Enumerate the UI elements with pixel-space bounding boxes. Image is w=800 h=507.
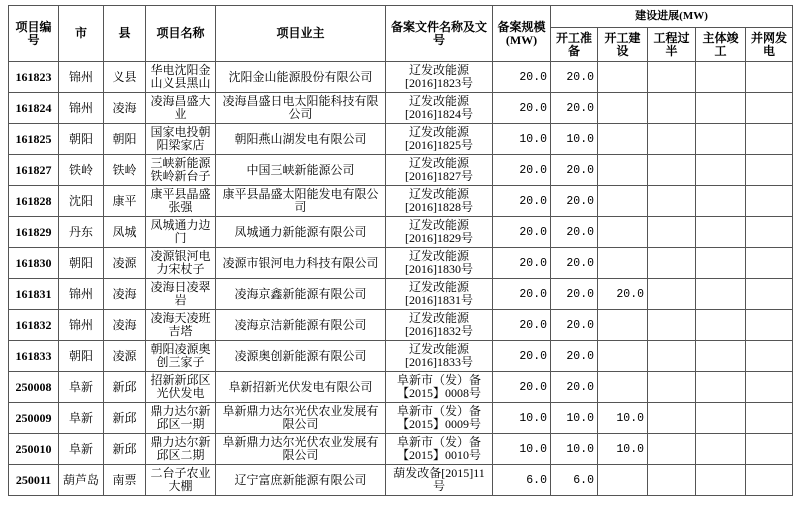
cell-county: 铁岭: [104, 155, 146, 186]
cell-progress-half-complete: [648, 155, 696, 186]
cell-progress-start-prep: 20.0: [551, 62, 598, 93]
cell-filing-doc: 阜新市（发）备【2015】0010号: [386, 434, 493, 465]
cell-project-name: 凤城通力边门: [146, 217, 216, 248]
cell-progress-main-complete: [696, 403, 746, 434]
cell-project-id: 161831: [9, 279, 59, 310]
cell-filing-doc: 辽发改能源[2016]1824号: [386, 93, 493, 124]
cell-county: 凌源: [104, 248, 146, 279]
cell-progress-start-prep: 10.0: [551, 434, 598, 465]
cell-city: 铁岭: [59, 155, 104, 186]
cell-progress-main-complete: [696, 124, 746, 155]
cell-project-owner: 凌源市银河电力科技有限公司: [216, 248, 386, 279]
cell-progress-main-complete: [696, 155, 746, 186]
cell-filing-doc: 阜新市（发）备【2015】0008号: [386, 372, 493, 403]
cell-progress-grid-connected: [746, 93, 793, 124]
cell-city: 葫芦岛: [59, 465, 104, 496]
header-stage-half-complete: 工程过半: [648, 28, 696, 62]
cell-project-name: 华电沈阳金山义县黑山: [146, 62, 216, 93]
cell-project-id: 161829: [9, 217, 59, 248]
cell-progress-main-complete: [696, 217, 746, 248]
cell-project-owner: 阜新鼎力达尔光伏农业发展有限公司: [216, 434, 386, 465]
cell-progress-start-prep: 10.0: [551, 403, 598, 434]
table-row: [9, 310, 793, 341]
cell-progress-start-prep: 20.0: [551, 93, 598, 124]
cell-county: 凤城: [104, 217, 146, 248]
cell-filing-doc: 辽发改能源[2016]1832号: [386, 310, 493, 341]
cell-progress-start-construction: [598, 186, 648, 217]
cell-city: 朝阳: [59, 124, 104, 155]
cell-filing-doc: 辽发改能源[2016]1828号: [386, 186, 493, 217]
cell-progress-half-complete: [648, 248, 696, 279]
cell-progress-start-construction: [598, 124, 648, 155]
cell-project-name: 凌海昌盛大业: [146, 93, 216, 124]
cell-project-owner: 凌海京鑫新能源有限公司: [216, 279, 386, 310]
cell-progress-start-prep: 20.0: [551, 279, 598, 310]
cell-progress-start-construction: [598, 372, 648, 403]
cell-project-name: 鼎力达尔新邱区一期: [146, 403, 216, 434]
cell-county: 朝阳: [104, 124, 146, 155]
cell-progress-grid-connected: [746, 341, 793, 372]
cell-project-owner: 康平县晶盛太阳能发电有限公司: [216, 186, 386, 217]
cell-project-owner: 阜新鼎力达尔光伏农业发展有限公司: [216, 403, 386, 434]
cell-city: 阜新: [59, 434, 104, 465]
cell-progress-start-construction: 20.0: [598, 279, 648, 310]
header-project-id: 项目编号: [9, 6, 59, 62]
table-row: [9, 341, 793, 372]
cell-progress-grid-connected: [746, 434, 793, 465]
cell-project-name: 凌源银河电力宋杖子: [146, 248, 216, 279]
cell-filed-capacity: 20.0: [493, 62, 551, 93]
cell-progress-half-complete: [648, 93, 696, 124]
cell-project-id: 161830: [9, 248, 59, 279]
cell-filed-capacity: 20.0: [493, 217, 551, 248]
cell-progress-start-prep: 10.0: [551, 124, 598, 155]
cell-filed-capacity: 20.0: [493, 186, 551, 217]
cell-filing-doc: 辽发改能源[2016]1823号: [386, 62, 493, 93]
cell-project-id: 161833: [9, 341, 59, 372]
table-row: [9, 434, 793, 465]
cell-progress-half-complete: [648, 372, 696, 403]
cell-project-owner: 凌源奥创新能源有限公司: [216, 341, 386, 372]
cell-project-owner: 凌海京洁新能源有限公司: [216, 310, 386, 341]
cell-progress-grid-connected: [746, 124, 793, 155]
table-header: [9, 6, 793, 62]
cell-filed-capacity: 20.0: [493, 372, 551, 403]
cell-progress-start-prep: 20.0: [551, 372, 598, 403]
cell-progress-start-prep: 20.0: [551, 341, 598, 372]
cell-progress-grid-connected: [746, 372, 793, 403]
cell-city: 沈阳: [59, 186, 104, 217]
table-row: [9, 124, 793, 155]
cell-city: 锦州: [59, 93, 104, 124]
table-row: [9, 372, 793, 403]
project-filing-table: [8, 5, 793, 496]
header-stage-start-construction: 开工建设: [598, 28, 648, 62]
cell-progress-start-prep: 6.0: [551, 465, 598, 496]
table-row: [9, 279, 793, 310]
cell-progress-start-prep: 20.0: [551, 217, 598, 248]
cell-progress-start-construction: 10.0: [598, 403, 648, 434]
cell-progress-start-construction: [598, 62, 648, 93]
cell-progress-grid-connected: [746, 62, 793, 93]
cell-progress-main-complete: [696, 465, 746, 496]
cell-county: 凌海: [104, 310, 146, 341]
cell-city: 阜新: [59, 372, 104, 403]
cell-progress-start-construction: [598, 465, 648, 496]
cell-project-owner: 辽宁富庶新能源有限公司: [216, 465, 386, 496]
cell-progress-start-construction: [598, 248, 648, 279]
cell-filing-doc: 辽发改能源[2016]1833号: [386, 341, 493, 372]
header-stage-grid-connected: 并网发电: [746, 28, 793, 62]
table-row: [9, 403, 793, 434]
cell-project-id: 250008: [9, 372, 59, 403]
cell-project-id: 161832: [9, 310, 59, 341]
header-filed-capacity: 备案规模(MW): [493, 6, 551, 62]
cell-progress-grid-connected: [746, 465, 793, 496]
cell-progress-half-complete: [648, 403, 696, 434]
cell-project-id: 161828: [9, 186, 59, 217]
cell-project-id: 250009: [9, 403, 59, 434]
table-row: [9, 248, 793, 279]
cell-progress-start-construction: [598, 155, 648, 186]
cell-project-owner: 朝阳燕山湖发电有限公司: [216, 124, 386, 155]
header-project-name: 项目名称: [146, 6, 216, 62]
table-row: [9, 93, 793, 124]
cell-project-owner: 凤城通力新能源有限公司: [216, 217, 386, 248]
header-stage-main-complete: 主体竣工: [696, 28, 746, 62]
cell-county: 新邱: [104, 434, 146, 465]
cell-city: 锦州: [59, 279, 104, 310]
cell-progress-start-construction: [598, 341, 648, 372]
cell-project-name: 国家电投朝阳梁家店: [146, 124, 216, 155]
cell-progress-half-complete: [648, 310, 696, 341]
cell-filing-doc: 辽发改能源[2016]1831号: [386, 279, 493, 310]
cell-project-name: 凌海日凌翠岩: [146, 279, 216, 310]
cell-progress-main-complete: [696, 341, 746, 372]
cell-progress-grid-connected: [746, 403, 793, 434]
cell-city: 锦州: [59, 62, 104, 93]
cell-filed-capacity: 20.0: [493, 279, 551, 310]
cell-county: 康平: [104, 186, 146, 217]
cell-progress-start-construction: [598, 310, 648, 341]
cell-progress-half-complete: [648, 217, 696, 248]
cell-county: 义县: [104, 62, 146, 93]
table-row: [9, 62, 793, 93]
cell-filing-doc: 辽发改能源[2016]1827号: [386, 155, 493, 186]
cell-progress-grid-connected: [746, 310, 793, 341]
cell-project-name: 三峡新能源铁岭新台子: [146, 155, 216, 186]
cell-progress-half-complete: [648, 124, 696, 155]
cell-progress-half-complete: [648, 465, 696, 496]
cell-filing-doc: 葫发改备[2015]11号: [386, 465, 493, 496]
cell-filing-doc: 辽发改能源[2016]1829号: [386, 217, 493, 248]
cell-progress-start-construction: [598, 217, 648, 248]
cell-filing-doc: 阜新市（发）备【2015】0009号: [386, 403, 493, 434]
cell-filed-capacity: 10.0: [493, 124, 551, 155]
cell-county: 凌海: [104, 93, 146, 124]
cell-progress-main-complete: [696, 310, 746, 341]
cell-filed-capacity: 10.0: [493, 403, 551, 434]
cell-progress-main-complete: [696, 279, 746, 310]
cell-project-id: 161827: [9, 155, 59, 186]
cell-filed-capacity: 20.0: [493, 310, 551, 341]
cell-progress-grid-connected: [746, 248, 793, 279]
table-row: [9, 217, 793, 248]
header-city: 市: [59, 6, 104, 62]
cell-filed-capacity: 10.0: [493, 434, 551, 465]
table-row: [9, 465, 793, 496]
cell-county: 南票: [104, 465, 146, 496]
cell-filed-capacity: 6.0: [493, 465, 551, 496]
cell-county: 新邱: [104, 403, 146, 434]
cell-progress-main-complete: [696, 62, 746, 93]
cell-progress-start-prep: 20.0: [551, 155, 598, 186]
cell-progress-grid-connected: [746, 217, 793, 248]
cell-filing-doc: 辽发改能源[2016]1825号: [386, 124, 493, 155]
cell-progress-main-complete: [696, 248, 746, 279]
cell-progress-half-complete: [648, 341, 696, 372]
cell-city: 阜新: [59, 403, 104, 434]
cell-progress-main-complete: [696, 186, 746, 217]
cell-project-name: 二台子农业大棚: [146, 465, 216, 496]
cell-progress-start-prep: 20.0: [551, 310, 598, 341]
cell-project-name: 凌海天凌班吉塔: [146, 310, 216, 341]
cell-county: 凌源: [104, 341, 146, 372]
header-filing-doc: 备案文件名称及文号: [386, 6, 493, 62]
header-county: 县: [104, 6, 146, 62]
cell-filed-capacity: 20.0: [493, 155, 551, 186]
header-row-top: [9, 6, 793, 28]
cell-project-id: 250010: [9, 434, 59, 465]
table-body: [9, 62, 793, 496]
cell-project-id: 161824: [9, 93, 59, 124]
cell-project-id: 250011: [9, 465, 59, 496]
cell-city: 丹东: [59, 217, 104, 248]
table-row: [9, 155, 793, 186]
cell-project-owner: 中国三峡新能源公司: [216, 155, 386, 186]
cell-project-owner: 沈阳金山能源股份有限公司: [216, 62, 386, 93]
header-construction-progress: 建设进展(MW): [551, 6, 793, 28]
cell-project-name: 招新新邱区光伏发电: [146, 372, 216, 403]
header-stage-start-prep: 开工准备: [551, 28, 598, 62]
cell-progress-half-complete: [648, 186, 696, 217]
cell-project-id: 161823: [9, 62, 59, 93]
table-row: [9, 186, 793, 217]
cell-progress-grid-connected: [746, 186, 793, 217]
cell-city: 锦州: [59, 310, 104, 341]
cell-progress-main-complete: [696, 434, 746, 465]
cell-project-id: 161825: [9, 124, 59, 155]
cell-progress-main-complete: [696, 372, 746, 403]
cell-project-name: 朝阳凌源奥创三家子: [146, 341, 216, 372]
cell-county: 凌海: [104, 279, 146, 310]
cell-city: 朝阳: [59, 248, 104, 279]
cell-project-owner: 凌海昌盛日电太阳能科技有限公司: [216, 93, 386, 124]
cell-progress-grid-connected: [746, 279, 793, 310]
cell-filing-doc: 辽发改能源[2016]1830号: [386, 248, 493, 279]
cell-project-name: 鼎力达尔新邱区二期: [146, 434, 216, 465]
cell-progress-main-complete: [696, 93, 746, 124]
header-project-owner: 项目业主: [216, 6, 386, 62]
cell-filed-capacity: 20.0: [493, 248, 551, 279]
cell-progress-start-prep: 20.0: [551, 248, 598, 279]
cell-progress-start-construction: [598, 93, 648, 124]
cell-project-owner: 阜新招新光伏发电有限公司: [216, 372, 386, 403]
cell-progress-half-complete: [648, 434, 696, 465]
cell-filed-capacity: 20.0: [493, 93, 551, 124]
cell-filed-capacity: 20.0: [493, 341, 551, 372]
cell-project-name: 康平县晶盛张强: [146, 186, 216, 217]
cell-progress-start-construction: 10.0: [598, 434, 648, 465]
cell-progress-half-complete: [648, 279, 696, 310]
cell-progress-half-complete: [648, 62, 696, 93]
cell-progress-grid-connected: [746, 155, 793, 186]
cell-county: 新邱: [104, 372, 146, 403]
cell-city: 朝阳: [59, 341, 104, 372]
cell-progress-start-prep: 20.0: [551, 186, 598, 217]
